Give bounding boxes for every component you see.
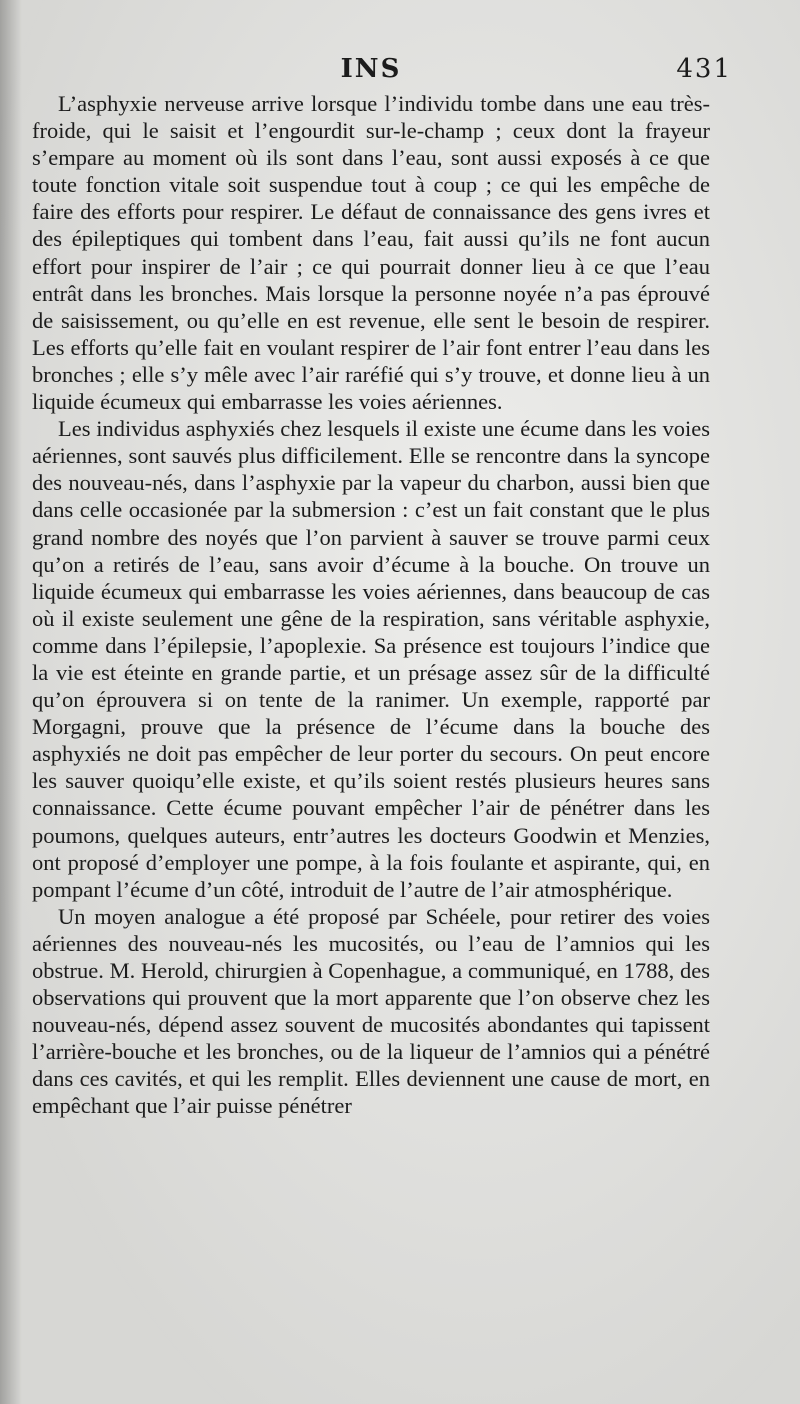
- paragraph: Les individus asphyxiés chez lesquels il existe une écume dans les voies aériennes, sont sauvés plus difficilement. Elle se rencontre dans la syncope des nouveau-nés, dans l’asphyxie par la vapeur du charbon, aussi bien que dans celle occasionée par la submersion : c’est un fait constant que le plus grand nombre des noyés que l’on parvient à sauver se trouve parmi ceux qu’on a retirés de l’eau, sans avoir d’écume à la bouche. On trouve un liquide écumeux qui embarrasse les voies aériennes, dans beaucoup de cas où il existe seulement une gêne de la respiration, sans véritable asphyxie, comme dans l’épilepsie, l’apoplexie. Sa présence est toujours l’indice que la vie est éteinte en grande partie, et un présage assez sûr de la difficulté qu’on éprouvera si on tente de la ranimer. Un exemple, rapporté par Morgagni, prouve que la présence de l’écume dans la bouche des asphyxiés ne doit pas empêcher de leur porter du secours. On peut encore les sauver quoiqu’elle existe, et qu’ils soient restés plusieurs heures sans connaissance. Cette écume pouvant empêcher l’air de pénétrer dans les poumons, quelques auteurs, entr’autres les docteurs Goodwin et Menzies, ont proposé d’employer une pompe, à la fois foulante et aspirante, qui, en pompant l’écume d’un côté, introduit de l’autre de l’air atmosphérique.: [32, 416, 710, 902]
- body-text: [32, 90, 710, 1120]
- running-head-title: INS: [340, 54, 402, 84]
- gutter-shadow: [0, 0, 22, 1404]
- running-head: [32, 54, 732, 90]
- paragraph: Un moyen analogue a été proposé par Schéele, pour retirer des voies aériennes des nouveau-nés les mucosités, ou l’eau de l’amnios qui les obstrue. M. Herold, chirurgien à Copenhague, a communiqué, en 1788, des observations qui prouvent que la mort apparente que l’on observe chez les nouveau-nés, dépend assez souvent de mucosités abondantes qui tapissent l’arrière-bouche et les bronches, ou de la liqueur de l’amnios qui a pénétré dans ces cavités, et qui les remplit. Elles deviennent une cause de mort, en empêchant que l’air puisse pénétrer: [32, 903, 710, 1119]
- paragraph: L’asphyxie nerveuse arrive lorsque l’individu tombe dans une eau très-froide, qui le saisit et l’engourdit sur-le-champ ; ceux dont la frayeur s’empare au moment où ils sont dans l’eau, sont aussi exposés à ce que toute fonction vitale soit suspendue tout à coup ; ce qui les empêche de faire des efforts pour respirer. Le défaut de connaissance des gens ivres et des épileptiques qui tombent dans l’eau, fait aussi qu’ils ne font aucun effort pour inspirer de l’air ; ce qui pourrait donner lieu à ce que l’eau entrât dans les bronches. Mais lorsque la personne noyée n’a pas éprouvé de saisissement, ou qu’elle en est revenue, elle sent le besoin de respirer. Les efforts qu’elle fait en voulant respirer de l’air font entrer l’eau dans les bronches ; elle s’y mêle avec l’air raréfié qui s’y trouve, et donne lieu à un liquide écumeux qui embarrasse les voies aériennes.: [32, 91, 710, 415]
- page-number: 431: [676, 54, 732, 84]
